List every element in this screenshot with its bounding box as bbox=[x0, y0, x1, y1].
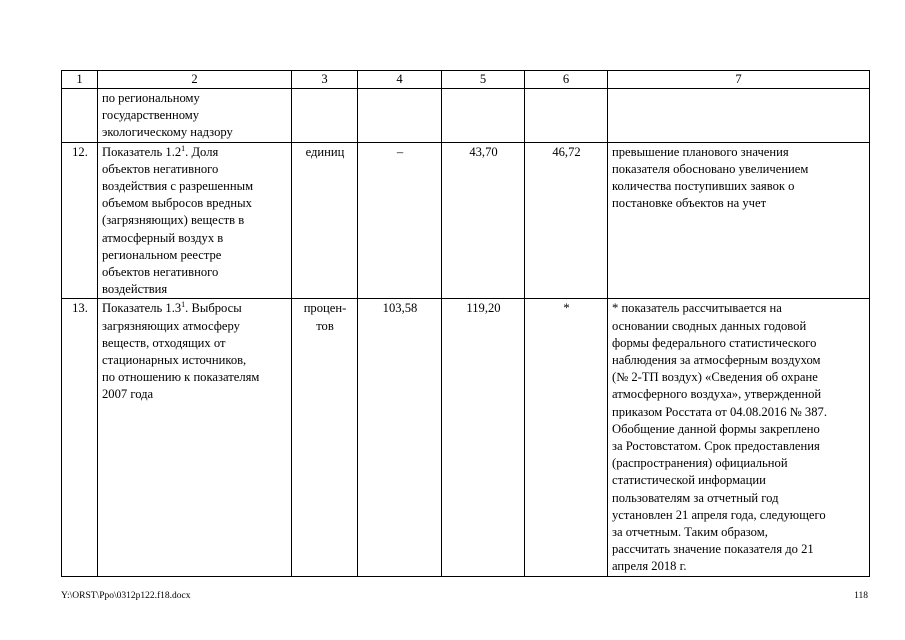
indicator-line: объемом выбросов вредных bbox=[102, 196, 252, 211]
value-cell-col6 bbox=[525, 89, 608, 143]
note-line: превышение планового значения bbox=[612, 144, 789, 159]
report-table bbox=[61, 70, 870, 577]
value-cell-col5 bbox=[442, 89, 525, 143]
indicator-prefix: Показатель 1.3 bbox=[102, 301, 182, 316]
indicator-cell bbox=[98, 299, 292, 576]
note-line: Обобщение данной формы закреплено bbox=[612, 421, 820, 436]
note-line: пользователям за отчетный год bbox=[612, 490, 779, 505]
indicator-line: по региональному bbox=[102, 91, 200, 105]
table-row bbox=[62, 89, 870, 143]
unit-cell bbox=[292, 299, 358, 576]
unit-line: тов bbox=[316, 318, 334, 333]
note-line: показателя обосновано увеличением bbox=[612, 161, 809, 176]
column-header-5: 5 bbox=[442, 71, 525, 89]
note-cell bbox=[608, 299, 870, 576]
indicator-first-suffix: . Доля bbox=[185, 144, 219, 159]
note-line: (распространения) официальной bbox=[612, 456, 788, 471]
note-line: формы федерального статистического bbox=[612, 335, 817, 350]
value-cell-col4 bbox=[358, 89, 442, 143]
value-cell-col4: – bbox=[358, 142, 442, 299]
indicator-line: (загрязняющих) веществ в bbox=[102, 213, 245, 228]
indicator-prefix: Показатель 1.2 bbox=[102, 144, 182, 159]
note-line: (№ 2-ТП воздух) «Сведения об охране bbox=[612, 370, 818, 385]
note-line: приказом Росстата от 04.08.2016 № 387. bbox=[612, 404, 827, 419]
value-cell-col5: 43,70 bbox=[442, 142, 525, 299]
footnote-marker: 1 bbox=[181, 143, 186, 153]
indicator-line: веществ, отходящих от bbox=[102, 335, 226, 350]
row-number: 12. bbox=[62, 142, 98, 299]
note-line: наблюдения за атмосферным воздухом bbox=[612, 353, 821, 368]
value-cell-col4: 103,58 bbox=[358, 299, 442, 576]
indicator-line: воздействия bbox=[102, 282, 168, 297]
note-line: за отчетным. Таким образом, bbox=[612, 525, 768, 540]
row-number: 13. bbox=[62, 299, 98, 576]
indicator-cell bbox=[98, 89, 292, 143]
header-row bbox=[62, 71, 870, 89]
note-line: * показатель рассчитывается на bbox=[612, 301, 782, 316]
indicator-line bbox=[102, 144, 288, 161]
note-line: атмосферного воздуха», утвержденной bbox=[612, 387, 822, 402]
note-line: статистической информации bbox=[612, 473, 766, 488]
note-line: количества поступивших заявок о bbox=[612, 179, 795, 194]
column-header-3: 3 bbox=[292, 71, 358, 89]
page-number: 118 bbox=[854, 591, 868, 601]
unit-line: процен- bbox=[303, 301, 347, 316]
indicator-line: стационарных источников, bbox=[102, 353, 247, 368]
value-cell-col6: 46,72 bbox=[525, 142, 608, 299]
column-header-2: 2 bbox=[98, 71, 292, 89]
note-line: основании сводных данных годовой bbox=[612, 318, 807, 333]
indicator-line: региональном реестре bbox=[102, 247, 222, 262]
document-file-path: Y:\ORST\Ppo\0312p122.f18.docx bbox=[61, 591, 191, 601]
column-header-6: 6 bbox=[525, 71, 608, 89]
indicator-cell bbox=[98, 142, 292, 299]
indicator-line: воздействия с разрешенным bbox=[102, 179, 254, 194]
footnote-marker: 1 bbox=[181, 300, 186, 310]
note-line: постановке объектов на учет bbox=[612, 196, 767, 211]
note-cell bbox=[608, 89, 870, 143]
row-number bbox=[62, 89, 98, 143]
column-header-4: 4 bbox=[358, 71, 442, 89]
note-cell bbox=[608, 142, 870, 299]
indicator-first-suffix: . Выбросы bbox=[185, 301, 242, 316]
unit-cell bbox=[292, 89, 358, 143]
note-line: апреля 2018 г. bbox=[612, 559, 687, 574]
indicator-line: по отношению к показателям bbox=[102, 370, 260, 385]
indicator-line: атмосферный воздух в bbox=[102, 230, 224, 245]
indicator-line: 2007 года bbox=[102, 387, 154, 402]
note-line: установлен 21 апреля года, следующего bbox=[612, 507, 826, 522]
value-cell-col5: 119,20 bbox=[442, 299, 525, 576]
table-row bbox=[62, 142, 870, 299]
note-line: за Ростовстатом. Срок предоставления bbox=[612, 439, 820, 454]
indicator-line: объектов негативного bbox=[102, 161, 219, 176]
note-line: рассчитать значение показателя до 21 bbox=[612, 542, 814, 557]
indicator-line: государственному bbox=[102, 108, 200, 123]
indicator-line: загрязняющих атмосферу bbox=[102, 318, 240, 333]
column-header-1: 1 bbox=[62, 71, 98, 89]
table-row bbox=[62, 299, 870, 576]
indicator-line: объектов негативного bbox=[102, 265, 219, 280]
unit-cell bbox=[292, 142, 358, 299]
column-header-7: 7 bbox=[608, 71, 870, 89]
unit-line: единиц bbox=[305, 144, 345, 159]
value-cell-col6: * bbox=[525, 299, 608, 576]
indicator-line bbox=[102, 300, 288, 317]
indicator-line: экологическому надзору bbox=[102, 125, 233, 140]
